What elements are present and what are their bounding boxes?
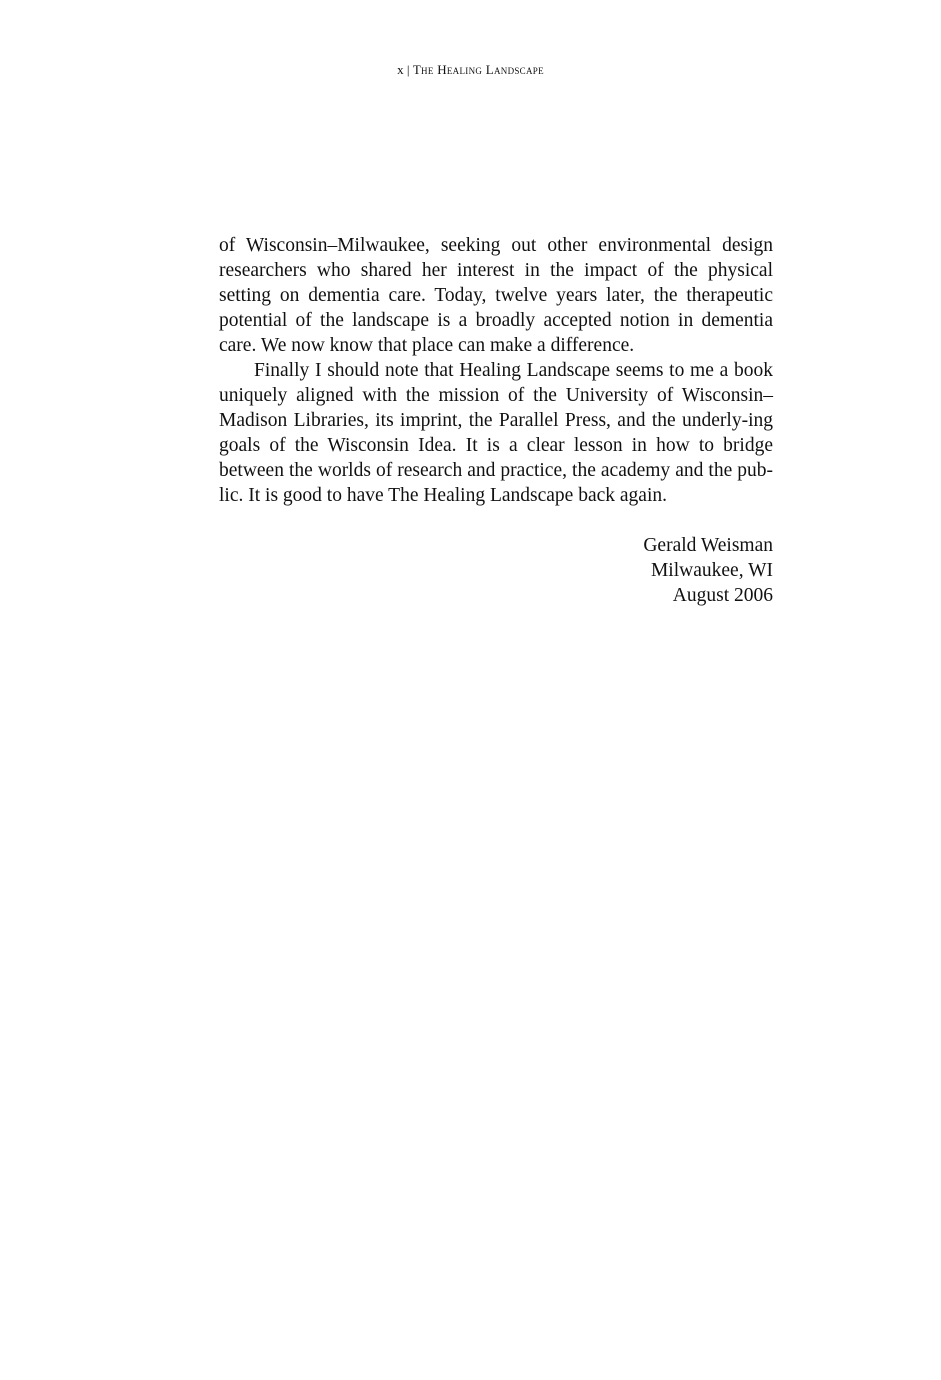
running-head [0,62,941,78]
signature-place: Milwaukee, WI [650,560,773,581]
body-text [219,233,773,508]
paragraph-continued: of Wisconsin–Milwaukee, seeking out other environmental design researchers who shared her interest in the impact of the physical setting on dementia care. Today, twelve years later, the therapeutic potential of the landscape is a broadly accepted notion in dementia care. We now know that place can make a difference. [219,235,773,356]
signature-date: August 2006 [672,585,773,606]
paragraph-finally: Finally I should note that Healing Landscape seems to me a book uniquely aligned with the mission of the University of Wisconsin–Madison Libraries, its imprint, the Parallel Press, and the underly-ing goals of the Wisconsin Idea. It is a clear lesson in how to bridge between the worlds of research and practice, the academy and the pub-lic. It is good to have The Healing Landscape back again. [219,360,773,506]
signature-block [219,533,773,608]
running-head-title: The Healing Landscape [412,62,544,77]
running-head-separator: | [406,62,410,77]
page-number: x [397,62,404,77]
signature-name: Gerald Weisman [643,535,773,556]
